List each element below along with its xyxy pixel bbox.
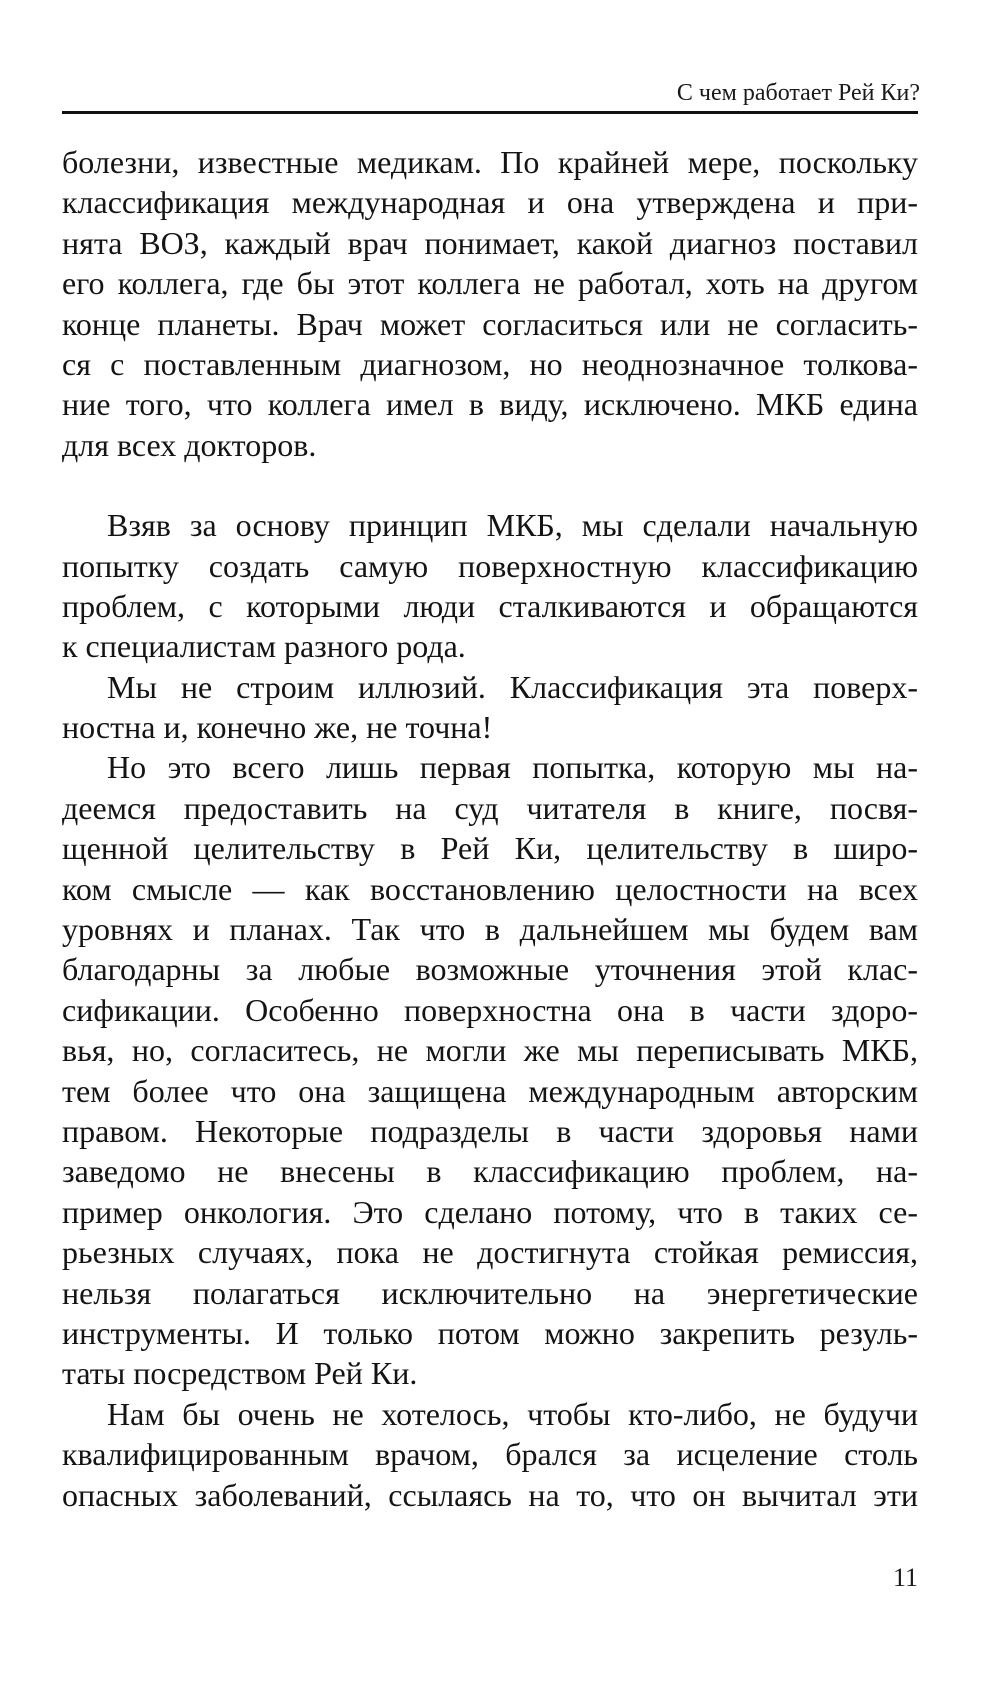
- text-line: рьезных случаях, пока не достигнута стойкая ремиссия,: [62, 1234, 918, 1271]
- text-line: Но это всего лишь первая попытка, которую мы на-: [107, 749, 918, 786]
- text-line: ся с поставленным диагнозом, но неоднозначное толкова-: [62, 345, 918, 382]
- text-line: Нам бы очень не хотелось, чтобы кто-либо, не будучи: [107, 1395, 918, 1432]
- text-line: уровнях и планах. Так что в дальнейшем мы будем вам: [62, 911, 918, 948]
- text-line: таты посредством Рей Ки.: [62, 1355, 418, 1392]
- text-line: к специалистам разного рода.: [62, 628, 466, 665]
- text-line: заведомо не внесены в классификацию проблем, на-: [62, 1153, 918, 1190]
- text-line: нельзя полагаться исключительно на энергетические: [62, 1274, 918, 1311]
- text-line: конце планеты. Врач может согласиться или не согласить-: [62, 305, 918, 342]
- text-line: тем более что она защищена международным авторским: [62, 1072, 918, 1109]
- paragraph: [62, 667, 918, 748]
- paragraph: [62, 505, 918, 667]
- text-line: инструменты. И только потом можно закрепить резуль-: [62, 1314, 918, 1351]
- text-line: щенной целительству в Рей Ки, целительству в широ-: [62, 830, 918, 867]
- text-line: правом. Некоторые подразделы в части здоровья нами: [62, 1112, 918, 1149]
- text-line: благодарны за любые возможные уточнения этой клас-: [62, 951, 918, 988]
- paragraph: [62, 747, 918, 1393]
- text-line: ние того, что коллега имел в виду, исключено. МКБ едина: [62, 386, 918, 423]
- text-line: деемся предоставить на суд читателя в книге, посвя-: [62, 789, 918, 826]
- text-line: нята ВОЗ, каждый врач понимает, какой диагноз поставил: [62, 224, 918, 261]
- text-line: Взяв за основу принцип МКБ, мы сделали начальную: [107, 507, 918, 544]
- header-rule: [62, 111, 918, 114]
- page-number: 11: [892, 1563, 918, 1592]
- text-line: пример онкология. Это сделано потому, что в таких се-: [62, 1193, 918, 1230]
- text-line: вья, но, согласитесь, не могли же мы переписывать МКБ,: [62, 1032, 918, 1069]
- paragraph: [62, 142, 918, 465]
- text-line: квалифицированным врачом, брался за исцеление столь: [62, 1436, 918, 1473]
- text-line: опасных заболеваний, ссылаясь на то, что он вычитал эти: [62, 1476, 918, 1513]
- body-text: [62, 142, 918, 1515]
- text-line: Мы не строим иллюзий. Классификация эта поверх-: [107, 668, 918, 705]
- text-line: его коллега, где бы этот коллега не работал, хоть на другом: [62, 265, 918, 302]
- text-line: попытку создать самую поверхностную классификацию: [62, 547, 918, 584]
- text-line: проблем, с которыми люди сталкиваются и обращаются: [62, 587, 918, 624]
- text-line: для всех докторов.: [62, 426, 317, 463]
- text-line: болезни, известные медикам. По крайней мере, поскольку: [62, 144, 918, 180]
- text-line: сификации. Особенно поверхностна она в части здоро-: [62, 991, 918, 1028]
- paragraph: [62, 1394, 918, 1515]
- text-line: ком смысле — как восстановлению целостности на всех: [62, 870, 918, 907]
- paragraph-gap: [62, 465, 918, 505]
- text-line: ностна и, конечно же, не точна!: [62, 709, 493, 746]
- text-line: классификация международная и она утверждена и при-: [62, 184, 918, 221]
- running-head: С чем работает Рей Ки?: [676, 80, 920, 106]
